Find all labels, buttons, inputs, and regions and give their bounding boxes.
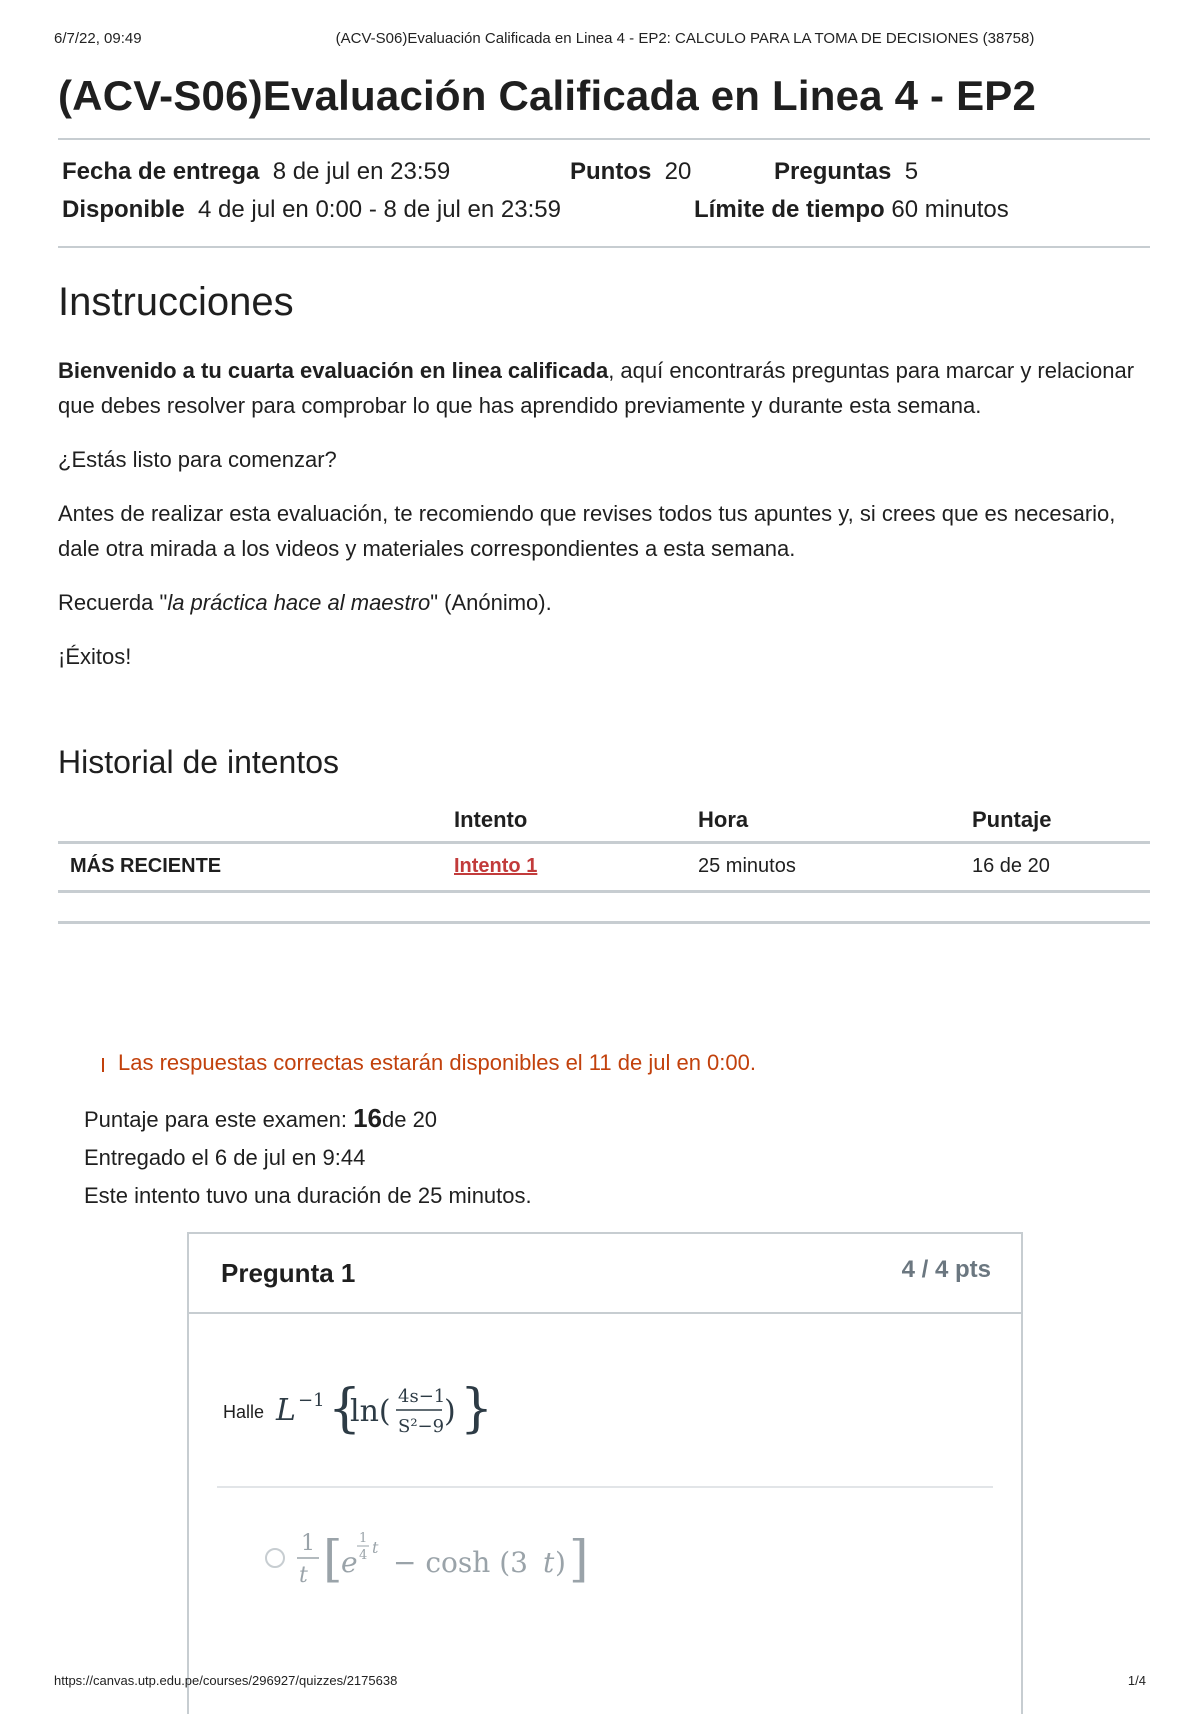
svg-text:1: 1 [359,1531,368,1546]
divider [58,921,1150,924]
alert-icon [102,1058,104,1072]
instructions-paragraph: Bienvenido a tu cuarta evaluación en linea calificada, aquí encontrarás preguntas para marcar y relacionar que debes resolver para comprobar lo que has aprendido previamente y durante esta semana. [58,358,1135,418]
quiz-details [58,140,1150,246]
svg-text:L: L [276,1393,296,1428]
instructions-body [58,353,1150,674]
prompt-label: Halle [223,1401,265,1422]
score-value: 16 [353,1103,382,1133]
svg-text:{: { [328,1379,362,1439]
due-date: Fecha de entrega 8 de jul en 23:59 [62,158,451,185]
column-header: Hora [686,797,960,843]
svg-text:): ) [555,1546,566,1579]
svg-text:1: 1 [301,1531,315,1556]
quiz-content [58,70,1150,924]
table-row [58,843,1150,892]
svg-text:t: t [372,1538,379,1557]
print-doc-title: (ACV-S06)Evaluación Calificada en Linea 4 - EP2: CALCULO PARA LA TOMA DE DECISIONES (38758) [335,30,1035,47]
svg-text:S²−9: S²−9 [398,1416,445,1437]
attempt-link[interactable]: Intento 1 [454,855,538,877]
column-header: Puntaje [960,797,1150,843]
time-limit: Límite de tiempo 60 minutos [694,196,1009,223]
answer-option[interactable] [265,1522,597,1594]
instructions-paragraph: ¿Estás listo para comenzar? [58,447,337,472]
instructions-paragraph: Antes de realizar esta evaluación, te recomiendo que revises todos tus apuntes y, si crees que es necesario, dale otra mirada a los videos y materiales correspondientes a esta semana. [58,501,1116,561]
attempt-score: 16 de 20 [960,843,1150,892]
svg-text:e: e [341,1546,358,1579]
question-title: Pregunta 1 [221,1258,356,1288]
instructions-heading: Instrucciones [58,280,294,324]
svg-text:): ) [444,1394,456,1429]
answer-radio[interactable] [265,1548,285,1568]
column-header [58,797,442,843]
duration-line: Este intento tuvo una duración de 25 minutos. [84,1183,532,1208]
question-points: 4 / 4 pts [901,1256,991,1283]
svg-text:t: t [543,1546,555,1579]
print-date: 6/7/22, 09:49 [54,30,142,47]
attempt-cell [442,843,686,892]
svg-text:]: ] [569,1530,589,1588]
page-title: (ACV-S06)Evaluación Calificada en Linea 4 - EP2 [58,72,1037,119]
svg-text:− cosh (3: − cosh (3 [393,1546,528,1579]
question-card [187,1232,1023,1714]
answers-alert: Las respuestas correctas estarán disponibles el 11 de jul en 0:00. [102,1050,756,1076]
question-prompt [223,1376,514,1448]
page-number: 1/4 [1127,1673,1146,1688]
print-url: https://canvas.utp.edu.pe/courses/296927/quizzes/2175638 [54,1673,398,1688]
attempt-label: MÁS RECIENTE [58,843,442,892]
submitted-line: Entregado el 6 de jul en 9:44 [84,1145,366,1170]
questions-count: Preguntas 5 [774,158,919,185]
answer-formula [297,1522,597,1594]
column-header: Intento [442,797,686,843]
svg-text:−1: −1 [298,1390,325,1411]
availability: Disponible 4 de jul en 0:00 - 8 de jul en 23:59 [62,196,561,223]
attempts-table [58,797,1150,893]
divider [217,1486,993,1488]
table-header-row [58,797,1150,843]
divider [58,246,1150,248]
question-header [189,1234,1021,1314]
svg-text:}: } [460,1379,494,1439]
attempt-summary [84,1099,532,1215]
svg-text:4: 4 [359,1548,368,1563]
svg-text:ln(: ln( [350,1394,391,1429]
points: Puntos 20 [570,158,692,185]
history-heading: Historial de intentos [58,744,340,780]
attempt-time: 25 minutos [686,843,960,892]
prompt-formula [274,1376,514,1448]
svg-text:4s−1: 4s−1 [398,1386,446,1407]
instructions-paragraph: Recuerda "la práctica hace al maestro" (Anónimo). [58,590,552,615]
score-line: Puntaje para este examen: 16de 20 [84,1103,438,1133]
svg-text:[: [ [323,1530,343,1588]
svg-text:t: t [299,1563,308,1588]
instructions-paragraph: ¡Éxitos! [58,644,132,669]
